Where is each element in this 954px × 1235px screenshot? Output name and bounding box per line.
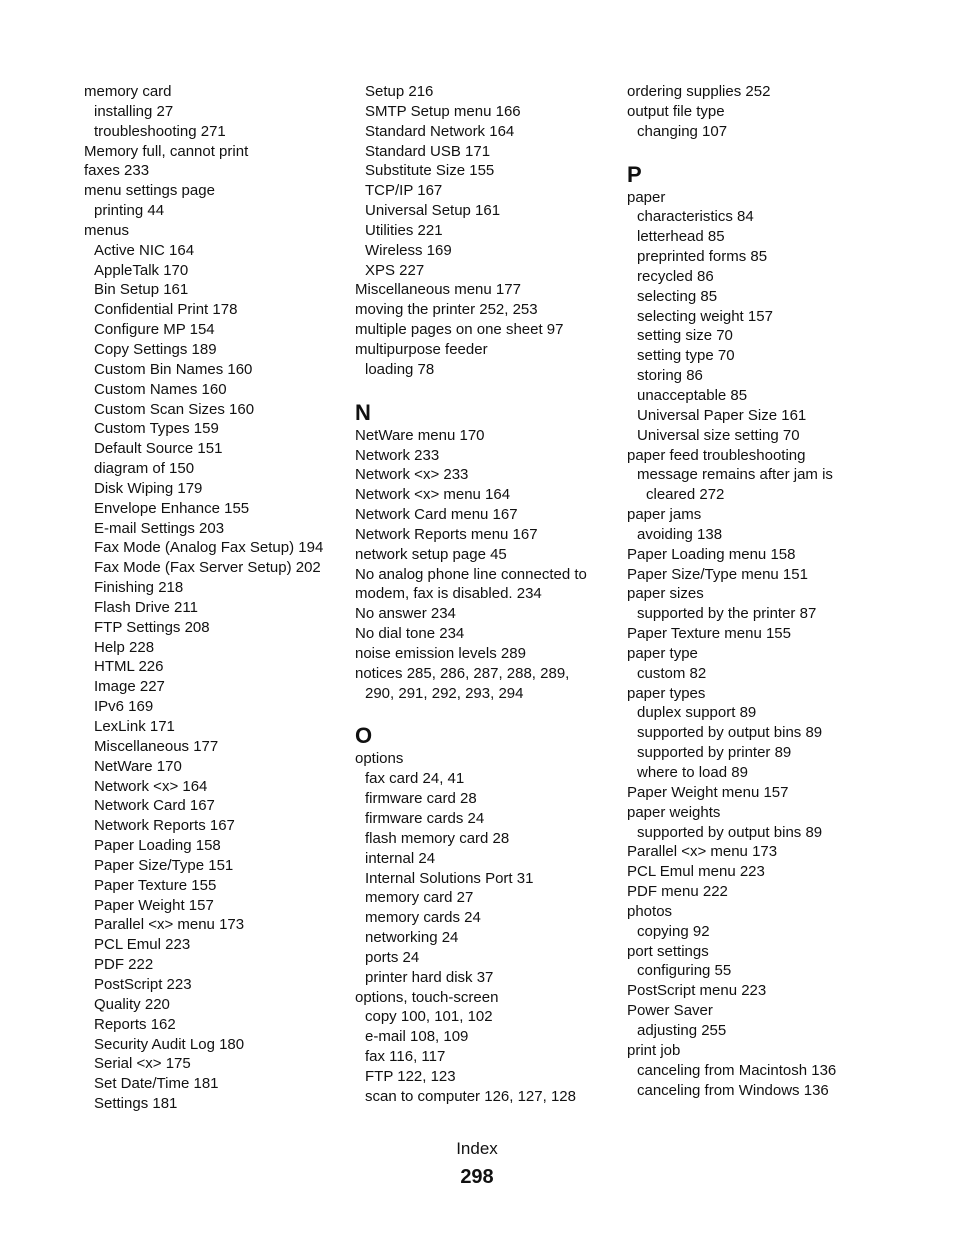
index-letter-heading: N [355, 399, 371, 425]
index-subentry: scan to computer 126, 127, 128 [365, 1087, 576, 1105]
index-subentry: diagram of 150 [94, 460, 195, 478]
index-entry: ordering supplies 252 [627, 83, 771, 100]
index-subentry: cleared 272 [646, 486, 725, 504]
index-subentry: Security Audit Log 180 [94, 1035, 245, 1053]
index-subentry: Bin Setup 161 [94, 281, 189, 299]
index-entry: No analog phone line connected to [355, 565, 587, 583]
index-subentry: Paper Loading 158 [94, 837, 221, 855]
index-subentry: HTML 226 [94, 658, 164, 676]
index-entry: paper type [627, 644, 698, 662]
index-subentry: 290, 291, 292, 293, 294 [365, 684, 524, 702]
index-subentry: Substitute Size 155 [365, 162, 495, 180]
index-subentry: avoiding 138 [637, 525, 723, 543]
index-subentry: Paper Weight 157 [94, 896, 214, 914]
index-entry: port settings [627, 942, 709, 960]
index-subentry: supported by the printer 87 [637, 605, 817, 623]
index-entry: paper jams [627, 506, 702, 524]
index-entry: Network <x> 233 [355, 466, 469, 484]
index-letter-heading: O [355, 723, 373, 749]
index-subentry: supported by printer 89 [637, 744, 792, 762]
index-subentry: message remains after jam is [637, 466, 833, 484]
index-subentry: Help 228 [94, 638, 155, 656]
index-subentry: characteristics 84 [637, 208, 754, 226]
index-entry: photos [627, 902, 673, 920]
index-subentry: FTP Settings 208 [94, 618, 210, 636]
index-entry: paper types [627, 684, 706, 702]
index-subentry: Copy Settings 189 [94, 340, 217, 358]
index-entry: Network Card menu 167 [355, 506, 518, 524]
index-subentry: Envelope Enhance 155 [94, 499, 250, 517]
index-subentry: Quality 220 [94, 995, 170, 1013]
index-subentry: setting size 70 [637, 327, 733, 345]
index-entry: Network Reports menu 167 [355, 525, 538, 543]
index-subentry: selecting weight 157 [637, 307, 773, 325]
index-entry: modem, fax is disabled. 234 [355, 585, 542, 603]
index-subentry: flash memory card 28 [365, 829, 510, 847]
index-subentry: copying 92 [637, 922, 710, 940]
index-subentry: Configure MP 154 [94, 321, 215, 339]
index-column-1 [84, 82, 354, 1114]
index-subentry: Disk Wiping 179 [94, 479, 203, 497]
index-subentry: preprinted forms 85 [637, 248, 768, 266]
index-subentry: Utilities 221 [365, 221, 443, 239]
index-subentry: configuring 55 [637, 962, 732, 980]
index-subentry: storing 86 [637, 367, 703, 385]
index-entry: memory card [84, 83, 172, 100]
index-subentry: Custom Names 160 [94, 380, 227, 398]
index-subentry: adjusting 255 [637, 1021, 727, 1039]
index-subentry: Custom Scan Sizes 160 [94, 400, 255, 418]
index-entry: Paper Loading menu 158 [627, 545, 796, 563]
index-subentry: Flash Drive 211 [94, 598, 198, 616]
index-entry: paper feed troubleshooting [627, 446, 806, 464]
index-entry: PostScript menu 223 [627, 982, 767, 1000]
index-subentry: Finishing 218 [94, 579, 184, 597]
index-subentry: Fax Mode (Analog Fax Setup) 194 [94, 539, 324, 557]
index-entry: moving the printer 252, 253 [355, 301, 538, 319]
index-subentry: Active NIC 164 [94, 241, 195, 259]
index-subentry: ports 24 [365, 948, 420, 966]
index-entry: options [355, 750, 404, 768]
index-subentry: memory card 27 [365, 889, 474, 907]
index-entry: Miscellaneous menu 177 [355, 281, 521, 299]
index-entry: menus [84, 221, 130, 239]
index-entry: Memory full, cannot print [84, 142, 249, 160]
index-subentry: duplex support 89 [637, 704, 757, 722]
index-subentry: letterhead 85 [637, 228, 725, 246]
index-subentry: Network Reports 167 [94, 817, 235, 835]
index-entry: paper [627, 188, 666, 206]
index-subentry: loading 78 [365, 360, 435, 378]
index-column-3 [627, 82, 897, 1100]
index-entry: PCL Emul menu 223 [627, 863, 765, 881]
index-subentry: Setup 216 [365, 83, 434, 100]
index-subentry: Internal Solutions Port 31 [365, 869, 534, 887]
index-subentry: selecting 85 [637, 287, 718, 305]
index-entry: notices 285, 286, 287, 288, 289, [355, 664, 570, 682]
index-entry: options, touch-screen [355, 988, 499, 1006]
index-subentry: Universal size setting 70 [637, 426, 800, 444]
index-subentry: memory cards 24 [365, 909, 481, 927]
index-entry: noise emission levels 289 [355, 644, 526, 662]
page-number: 298 [460, 1166, 494, 1188]
index-entry: Power Saver [627, 1002, 713, 1020]
index-subentry: PDF 222 [94, 956, 154, 974]
footer-section-title: Index [456, 1139, 498, 1158]
index-subentry: where to load 89 [637, 764, 748, 781]
index-entry: No answer 234 [355, 605, 456, 623]
index-entry: Paper Texture menu 155 [627, 625, 791, 643]
index-subentry: changing 107 [637, 122, 728, 140]
index-subentry: Fax Mode (Fax Server Setup) 202 [94, 559, 321, 577]
index-subentry: Network <x> 164 [94, 777, 208, 795]
index-entry: paper sizes [627, 585, 704, 603]
index-subentry: supported by output bins 89 [637, 823, 823, 841]
index-subentry: TCP/IP 167 [365, 182, 443, 200]
index-subentry: fax 116, 117 [365, 1048, 446, 1066]
index-subentry: Miscellaneous 177 [94, 737, 219, 755]
index-subentry: Reports 162 [94, 1015, 176, 1033]
index-subentry: PCL Emul 223 [94, 936, 191, 954]
index-entry: print job [627, 1041, 681, 1059]
index-subentry: Default Source 151 [94, 440, 223, 458]
index-subentry: setting type 70 [637, 347, 735, 365]
index-entry: multiple pages on one sheet 97 [355, 321, 564, 339]
index-subentry: Serial <x> 175 [94, 1055, 191, 1073]
index-subentry: Universal Setup 161 [365, 202, 501, 220]
index-entry: multipurpose feeder [355, 340, 488, 358]
index-subentry: custom 82 [637, 664, 707, 682]
index-subentry: SMTP Setup menu 166 [365, 102, 521, 120]
index-subentry: canceling from Macintosh 136 [637, 1061, 837, 1079]
index-entry: No dial tone 234 [355, 625, 465, 643]
index-entry: menu settings page [84, 182, 215, 200]
index-subentry: e-mail 108, 109 [365, 1028, 469, 1046]
index-entry: output file type [627, 102, 725, 120]
index-subentry: Standard Network 164 [365, 122, 515, 140]
index-subentry: firmware cards 24 [365, 810, 485, 827]
index-subentry: Custom Types 159 [94, 420, 219, 438]
index-subentry: AppleTalk 170 [94, 261, 189, 279]
index-subentry: supported by output bins 89 [637, 724, 823, 742]
index-entry: Network 233 [355, 446, 440, 464]
index-subentry: Confidential Print 178 [94, 301, 238, 319]
index-subentry: printing 44 [94, 202, 165, 220]
index-entry: Network <x> menu 164 [355, 486, 511, 504]
index-subentry: unacceptable 85 [637, 386, 748, 404]
index-subentry: recycled 86 [637, 267, 714, 285]
index-subentry: PostScript 223 [94, 975, 192, 993]
index-entry: faxes 233 [84, 162, 150, 180]
index-subentry: internal 24 [365, 849, 436, 867]
index-subentry: fax card 24, 41 [365, 770, 465, 788]
index-letter-heading: P [627, 161, 642, 187]
index-subentry: Paper Texture 155 [94, 876, 217, 894]
index-subentry: firmware card 28 [365, 790, 477, 808]
index-subentry: FTP 122, 123 [365, 1067, 456, 1085]
index-subentry: copy 100, 101, 102 [365, 1008, 493, 1026]
index-subentry: Set Date/Time 181 [94, 1075, 219, 1093]
index-subentry: printer hard disk 37 [365, 968, 494, 986]
index-column-2 [355, 82, 625, 1107]
index-subentry: Wireless 169 [365, 241, 452, 259]
index-subentry: IPv6 169 [94, 698, 154, 716]
index-entry: network setup page 45 [355, 545, 507, 563]
index-subentry: canceling from Windows 136 [637, 1081, 829, 1099]
index-subentry: Network Card 167 [94, 797, 215, 815]
index-subentry: networking 24 [365, 929, 459, 947]
index-subentry: LexLink 171 [94, 718, 175, 735]
index-subentry: Settings 181 [94, 1095, 178, 1113]
index-entry: NetWare menu 170 [355, 426, 485, 444]
index-subentry: E-mail Settings 203 [94, 519, 225, 537]
index-subentry: troubleshooting 271 [94, 122, 226, 140]
index-subentry: Standard USB 171 [365, 142, 491, 160]
index-entry: Parallel <x> menu 173 [627, 843, 778, 861]
index-subentry: Custom Bin Names 160 [94, 360, 253, 378]
index-subentry: Parallel <x> menu 173 [94, 916, 245, 934]
index-entry: PDF menu 222 [627, 883, 728, 901]
index-subentry: XPS 227 [365, 261, 425, 279]
index-subentry: installing 27 [94, 102, 174, 120]
index-entry: paper weights [627, 803, 721, 821]
index-subentry: NetWare 170 [94, 757, 182, 775]
index-subentry: Universal Paper Size 161 [637, 406, 807, 424]
index-subentry: Image 227 [94, 678, 165, 696]
index-entry: Paper Weight menu 157 [627, 783, 789, 801]
index-entry: Paper Size/Type menu 151 [627, 565, 808, 583]
index-subentry: Paper Size/Type 151 [94, 856, 234, 874]
